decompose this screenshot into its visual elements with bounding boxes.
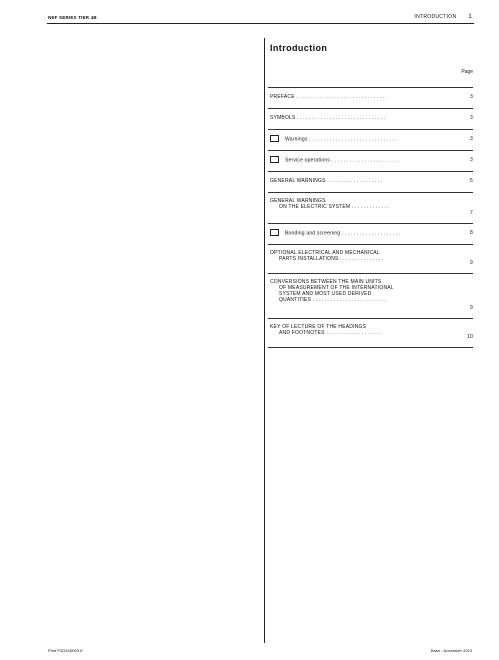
toc-dots: ............................... <box>296 94 390 100</box>
toc-entry-page: 9 <box>470 305 473 311</box>
square-bullet-icon <box>270 156 279 163</box>
footer-print-code: Print P2D32N003 E <box>48 648 83 653</box>
toc-entry-page: 3 <box>470 136 473 142</box>
toc-entry-label-cont: PARTS INSTALLATIONS <box>279 256 339 262</box>
header-series-title: NEF SERIES TIER 4B <box>48 15 97 20</box>
square-bullet-icon <box>270 135 279 142</box>
toc-entry-key-of-lecture[interactable] <box>268 318 473 348</box>
toc-dots: ......................... <box>312 297 388 303</box>
toc-entry-page: 7 <box>470 210 473 216</box>
toc-entry-general-warnings[interactable] <box>268 171 473 192</box>
table-of-contents <box>268 43 473 348</box>
toc-entry-label: PREFACE <box>270 94 295 100</box>
toc-entry-label-cont: QUANTITIES <box>279 297 312 303</box>
header-page-number: 1 <box>468 14 472 20</box>
toc-dots: ....................... <box>331 157 401 164</box>
toc-entry-page: 3 <box>470 94 473 100</box>
toc-dots: .............................. <box>297 115 387 121</box>
toc-entry-label: Service operations <box>285 157 331 164</box>
toc-entry-conversions[interactable] <box>268 273 473 318</box>
toc-entry-symbols[interactable] <box>268 108 473 129</box>
header-rule <box>47 23 474 24</box>
toc-entry-page: 5 <box>470 178 473 184</box>
toc-entry-page: 8 <box>470 230 473 236</box>
toc-entry-label: CONVERSIONS BETWEEN THE MAIN UNITS <box>270 279 382 285</box>
toc-entry-label: OPTIONAL ELECTRICAL AND MECHANICAL <box>270 250 380 256</box>
toc-entry-label-cont: SYSTEM AND MOST USED DERIVED <box>279 291 372 297</box>
toc-dots: .............................. <box>309 136 399 143</box>
toc-entry-page: 9 <box>470 260 473 266</box>
toc-entry-label: Warnings <box>285 136 308 143</box>
toc-dots: ............... <box>340 256 385 262</box>
toc-entry-general-warnings-electric[interactable] <box>268 192 473 223</box>
header-section-title: INTRODUCTION <box>414 14 457 20</box>
footer-edition: Base - November 2013 <box>430 648 472 653</box>
toc-entry-preface[interactable] <box>268 87 473 108</box>
toc-dots: .................... <box>341 230 402 237</box>
header-section <box>414 14 472 20</box>
toc-entry-label-cont: OF MEASUREMENT OF THE INTERNATIONAL <box>279 285 394 291</box>
toc-entry-warnings[interactable] <box>268 129 473 150</box>
toc-page-label: Page <box>461 69 473 75</box>
toc-entry-service-operations[interactable] <box>268 150 473 171</box>
toc-dots: ............. <box>351 204 391 210</box>
toc-entry-page: 3 <box>470 157 473 163</box>
column-divider <box>264 38 265 643</box>
toc-entry-label: Bonding and screening <box>285 230 341 237</box>
toc-entry-bonding-screening[interactable] <box>268 223 473 244</box>
toc-entry-label-cont: AND FOOTNOTES <box>279 330 325 336</box>
toc-entry-label: GENERAL WARNINGS <box>270 198 326 204</box>
toc-entry-label-cont: ON THE ELECTRIC SYSTEM <box>279 204 351 210</box>
toc-title: Introduction <box>270 43 328 53</box>
toc-entry-label: SYMBOLS <box>270 115 296 121</box>
toc-entry-page: 10 <box>467 334 473 340</box>
toc-dots: ................... <box>327 178 385 184</box>
toc-entry-label: KEY OF LECTURE OF THE HEADINGS <box>270 324 367 330</box>
toc-entry-optional-installations[interactable] <box>268 244 473 273</box>
toc-entry-label: GENERAL WARNINGS <box>270 178 326 184</box>
toc-entry-page: 3 <box>470 115 473 121</box>
square-bullet-icon <box>270 229 279 236</box>
toc-dots: ................... <box>326 330 384 336</box>
